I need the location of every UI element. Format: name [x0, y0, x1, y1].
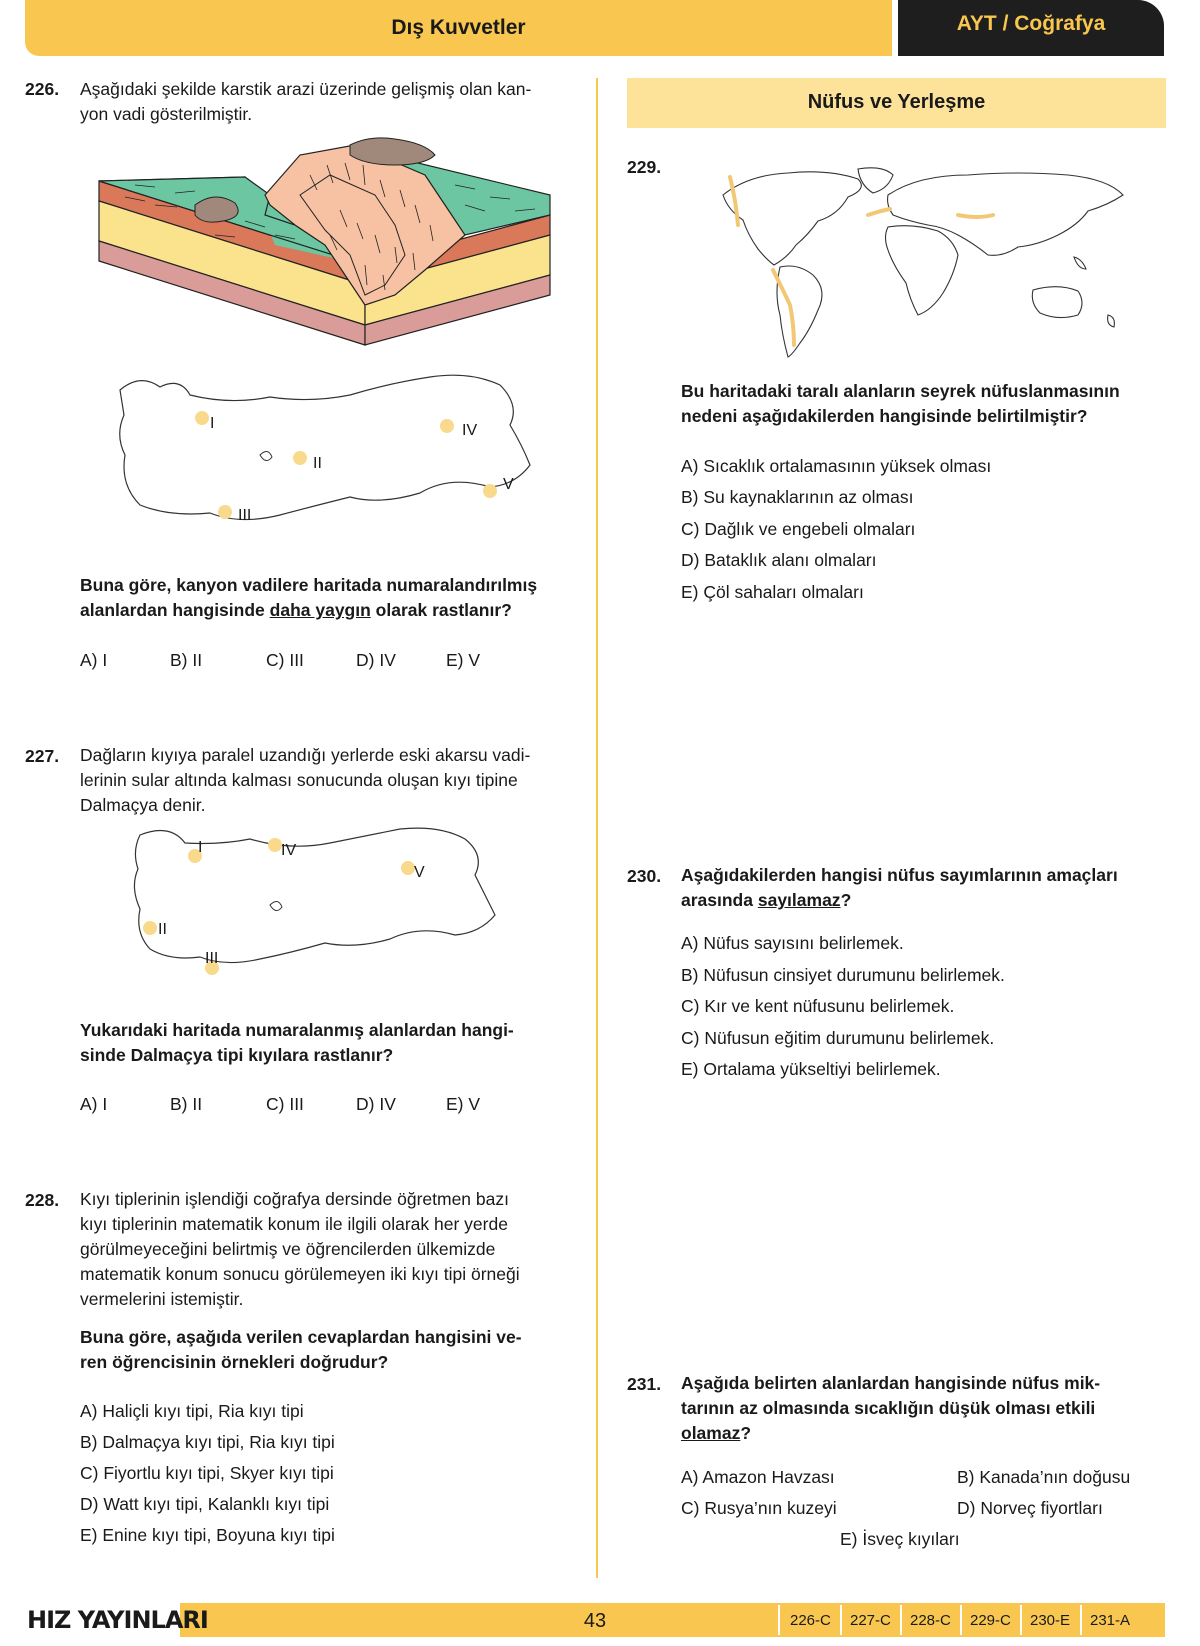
q226-question: Buna göre, kanyon vadilere haritada numaralandırılmış alanlardan hangisinde daha yaygın olarak rastlanır?: [80, 575, 538, 620]
q227-option-e[interactable]: E) V: [446, 1094, 481, 1114]
q227-label-IV: IV: [281, 842, 297, 859]
answer-226: 226-C: [790, 1612, 831, 1629]
q227-option-c[interactable]: C) III: [266, 1094, 304, 1114]
answer-divider: [778, 1605, 780, 1635]
answer-divider: [1080, 1605, 1082, 1635]
q227-label-I: I: [198, 839, 203, 856]
page-number: 43: [583, 1610, 607, 1632]
q227-point-II: [143, 921, 157, 935]
q226-label-V: V: [503, 476, 514, 493]
q230-question: Aşağıdakilerden hangisi nüfus sayımlarının amaçları arasında sayılamaz?: [681, 865, 1118, 910]
q226-number: 226.: [25, 79, 60, 99]
section-title: Dış Kuvvetler: [391, 16, 526, 39]
q226-point-I: [195, 411, 209, 425]
q230-option-a[interactable]: A) Nüfus sayısını belirlemek.: [681, 933, 904, 953]
q226-text: Aşağıdaki şekilde karstik arazi üzerinde gelişmiş olan kan- yon vadi gösterilmiştir.: [80, 79, 532, 124]
q230-option-d[interactable]: C) Nüfusun eğitim durumunu belirlemek.: [681, 1028, 995, 1048]
q229-option-d[interactable]: D) Bataklık alanı olmaları: [681, 550, 877, 570]
q226-option-b[interactable]: B) II: [170, 650, 203, 670]
q226-label-III: III: [238, 507, 252, 524]
q227-text: Dağların kıyıya paralel uzandığı yerlerde eski akarsu vadi- lerinin sular altında kalması sonucunda oluşan kıyı tipine Dalmaçya denir.: [80, 745, 531, 815]
q226-option-c[interactable]: C) III: [266, 650, 304, 670]
q230-option-b[interactable]: B) Nüfusun cinsiyet durumunu belirlemek.: [681, 965, 1005, 985]
answer-divider: [1020, 1605, 1022, 1635]
q226-point-IV: [440, 419, 454, 433]
q231-option-e[interactable]: E) İsveç kıyıları: [840, 1529, 960, 1549]
q231-option-b[interactable]: B) Kanada’nın doğusu: [957, 1467, 1131, 1487]
q226-point-III: [218, 505, 232, 519]
answer-divider: [960, 1605, 962, 1635]
q226-point-V: [483, 484, 497, 498]
q231-question: Aşağıda belirten alanlardan hangisinde nüfus mik- tarının az olmasında sıcaklığın düşük olması etkili olamaz?: [681, 1373, 1101, 1443]
q228-number: 228.: [25, 1190, 60, 1210]
q226-option-e[interactable]: E) V: [446, 650, 481, 670]
world-map: [718, 165, 1138, 365]
answer-231: 231-A: [1090, 1612, 1131, 1629]
karst-canyon-block-diagram: [95, 135, 555, 355]
section-header-title: Nüfus ve Yerleşme: [807, 91, 986, 113]
q230-option-e[interactable]: E) Ortalama yükseltiyi belirlemek.: [681, 1059, 941, 1079]
q227-point-IV: [268, 838, 282, 852]
q228-option-a[interactable]: A) Haliçli kıyı tipi, Ria kıyı tipi: [80, 1401, 304, 1421]
q229-number: 229.: [627, 157, 662, 177]
q227-question: Yukarıdaki haritada numaralanmış alanlardan hangi- sinde Dalmaçya tipi kıyılara rastlanır?: [80, 1020, 514, 1065]
answer-229: 229-C: [970, 1612, 1011, 1629]
q231-option-c[interactable]: C) Rusya’nın kuzeyi: [681, 1498, 837, 1518]
subject-title: AYT / Coğrafya: [956, 12, 1106, 35]
q228-option-b[interactable]: B) Dalmaçya kıyı tipi, Ria kıyı tipi: [80, 1432, 335, 1452]
q228-question: Buna göre, aşağıda verilen cevaplardan hangisini ve- ren öğrencisinin örnekleri doğrudur?: [80, 1327, 522, 1372]
q230-number: 230.: [627, 866, 662, 886]
q227-option-d[interactable]: D) IV: [356, 1094, 396, 1114]
q226-option-a[interactable]: A) I: [80, 650, 108, 670]
q227-label-III: III: [205, 950, 219, 967]
shaded-area-asia: [958, 215, 993, 217]
q227-number: 227.: [25, 746, 60, 766]
q229-option-b[interactable]: B) Su kaynaklarının az olması: [681, 487, 914, 507]
q229-option-e[interactable]: E) Çöl sahaları olmaları: [681, 582, 864, 602]
answer-230: 230-E: [1030, 1612, 1071, 1629]
q226-option-d[interactable]: D) IV: [356, 650, 396, 670]
q227-point-V: [401, 861, 415, 875]
q226-label-I: I: [210, 415, 215, 432]
q229-option-a[interactable]: A) Sıcaklık ortalamasının yüksek olması: [681, 456, 992, 476]
q228-option-c[interactable]: C) Fiyortlu kıyı tipi, Skyer kıyı tipi: [80, 1463, 334, 1483]
q229-option-c[interactable]: C) Dağlık ve engebeli olmaları: [681, 519, 916, 539]
q227-option-b[interactable]: B) II: [170, 1094, 203, 1114]
footer-bar: [180, 1603, 1165, 1637]
q226-label-IV: IV: [462, 422, 478, 439]
q226-point-II: [293, 451, 307, 465]
q228-option-e[interactable]: E) Enine kıyı tipi, Boyuna kıyı tipi: [80, 1525, 335, 1545]
turkey-map-q227: [130, 825, 515, 990]
q231-option-d[interactable]: D) Norveç fiyortları: [957, 1498, 1103, 1518]
q231-number: 231.: [627, 1374, 662, 1394]
column-divider: [596, 78, 598, 1578]
q227-option-a[interactable]: A) I: [80, 1094, 108, 1114]
publisher-logo: HIZ YAYINLARI: [27, 1606, 208, 1634]
turkey-map-q226: [110, 365, 540, 540]
q227-label-II: II: [158, 921, 167, 938]
q228-text: Kıyı tiplerinin işlendiği coğrafya dersinde öğretmen bazı kıyı tiplerinin matematik konum ile ilgili olarak her yerde görülmeyeceğini belirtmiş ve öğrencilerden ülkemizde matematik konum sonucu görülemeyen iki kıyı tipi örneği vermelerini istemiştir.: [80, 1189, 520, 1309]
q231-option-a[interactable]: A) Amazon Havzası: [681, 1467, 835, 1487]
q230-option-c[interactable]: C) Kır ve kent nüfusunu belirlemek.: [681, 996, 955, 1016]
answer-228: 228-C: [910, 1612, 951, 1629]
answer-divider: [900, 1605, 902, 1635]
answer-divider: [840, 1605, 842, 1635]
q226-label-II: II: [313, 455, 322, 472]
answer-227: 227-C: [850, 1612, 891, 1629]
q227-label-V: V: [414, 864, 425, 881]
q228-option-d[interactable]: D) Watt kıyı tipi, Kalanklı kıyı tipi: [80, 1494, 330, 1514]
shaded-area-sahara: [868, 209, 890, 215]
q229-question: Bu haritadaki taralı alanların seyrek nüfuslanmasının nedeni aşağıdakilerden hangisinde belirtilmiştir?: [681, 381, 1120, 426]
